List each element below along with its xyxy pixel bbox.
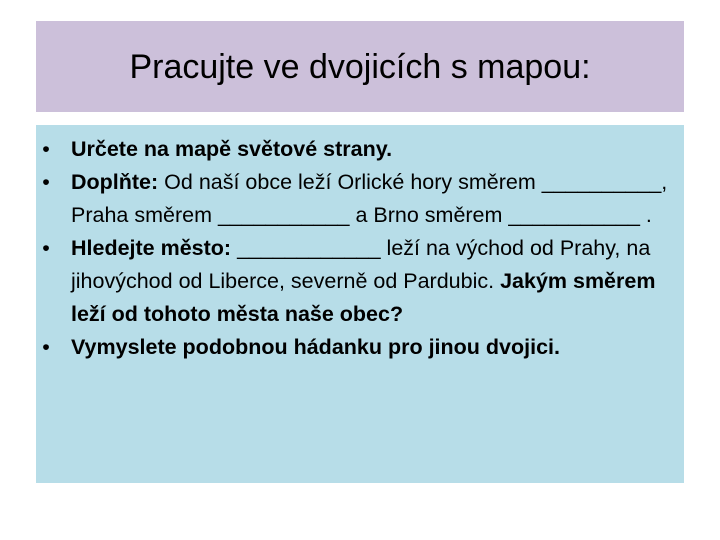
bullet-icon: • xyxy=(42,236,50,260)
bullet-item-find-city xyxy=(36,232,672,331)
bullet-fill-in-text: Od naší obce leží Orlické hory směrem __________, Praha směrem ___________ a Brno směrem ___________ . xyxy=(71,170,668,227)
bullet-item-riddle xyxy=(36,331,672,364)
bullet-riddle-text: Vymyslete podobnou hádanku pro jinou dvojici. xyxy=(71,335,560,359)
bullet-directions-text: Určete na mapě světové strany. xyxy=(71,137,393,161)
bullet-icon: • xyxy=(42,137,50,161)
bullet-list xyxy=(36,133,672,364)
title-banner xyxy=(36,21,684,112)
bullet-fill-in-label: Doplňte: xyxy=(71,170,159,194)
bullet-find-city-text: ____________ leží na východ od Prahy, na jihovýchod od Liberce, severně od Pardubic. xyxy=(71,236,651,293)
bullet-find-city-label: Hledejte město: xyxy=(71,236,232,260)
bullet-item-directions xyxy=(36,133,672,166)
slide-title: Pracujte ve dvojicích s mapou: xyxy=(129,47,591,86)
bullet-icon: • xyxy=(42,170,50,194)
bullet-find-city-question: Jakým směrem leží od tohoto města naše obec? xyxy=(71,269,656,326)
content-panel xyxy=(36,125,684,483)
bullet-item-fill-in xyxy=(36,166,672,232)
bullet-icon: • xyxy=(42,335,50,359)
